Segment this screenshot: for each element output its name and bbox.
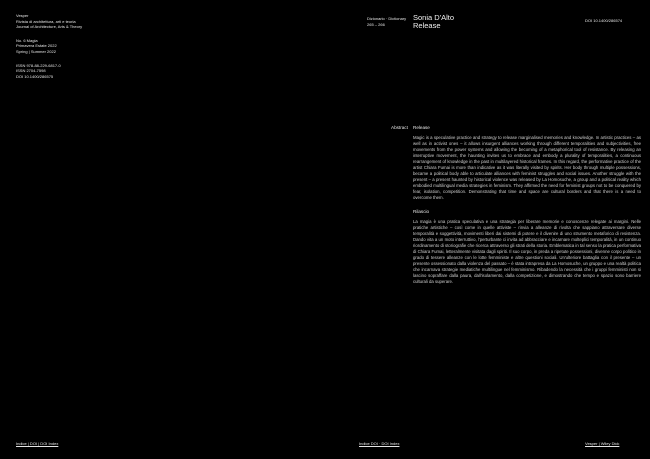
section-info [367,16,406,27]
footer-publisher-link[interactable]: Vesper | Wiley Dick [585,441,620,446]
article-title: Release [413,21,441,31]
abstract-it-text: La magia è una pratica speculativa e una strategia per liberare memorie e conoscenze relegate ai margini. Nelle pratiche artistiche – così come in quelle attiviste – rinvia a alleanze di rivolta che sappiano attraversare diverse temporalità e soggettività, movimenti liberi dai sistemi di potere e il divenire di uno strumento metaforico di resistenza. Dando vita a un moto interruttivo, l'perturbante ci invita ad abbracciare e incarnare molteplici temporalità, in un continuo riordinamento di storiografie che ricerca attraverso gli strati della storia. Emblematica in tal senso la pratica performativa di Chiara Fumai, letteralmente visitata dagli spiriti. Il suo corpo, in preda a ripetute possessioni, divenne corpo politico in grado di tessere alleanze con le lotte femministe e altre questioni sociali. Un'ulteriore battaglia con il presente – un presente ossessionato dalla violenza del passato – è stata intrapresa da La Homosuche, un gruppo e una realtà politica che incarnava strategie mediatiche multilingue nel femminismo. Ribadendo la necessità che i gruppi femministi non si lascino sopraffare dalla paura, dall'isolamento, dalla competizione, e dimostrando che tempo e spazio sono barriere culturali da superare. [413,219,641,285]
journal-name: Vesper [16,13,29,18]
journal-issn: ISSN 2704-7598 [16,68,46,74]
journal-season-en: Spring | Summer 2022 [16,48,56,54]
journal-issue: No. 6 Magia [16,37,38,43]
journal-doi: DOI 10.1400/286575 [16,73,54,79]
abstract-en-text: Magic is a speculative practice and strategy to release marginalised memories and knowledge. In artistic practices – as well as in activist ones – it allows insurgent alliances working through different temporalities and subjectivities, free movements from the power systems and allowing the becoming of a metaphorical tool of resistance. By releasing an interruptive movement, the haunting invites us to embrace and embody a plurality of temporalities, a continuous rearrangement of knowledge in the past in multilayered historical frames. In this regard, the performative practice of the artist Chiara Fumai is more than indicative as it was literally visited by spirits. Her body through multiple possessions, became a political body able to articulate alliances with feminist struggles and social issues. Another struggle with the present – a present haunted by historical violence was released by La Homosuche, a group and a political reality which embodied multilingual media strategies in feminism. They affirmed the need for feminist groups not to be conquered by fear, isolation, competition. Demonstrating that time and space are cultural borders and that there is a need to overcome them. [413,135,641,201]
page-range: 265 – 266 [367,21,385,27]
abstract-en-heading: Release [413,125,430,130]
footer-doi-index-link[interactable]: Indice DOI · DOI Index [359,441,400,446]
journal-isbn: ISSN 978-88-229-6817-0 [16,62,61,68]
author-name: Sonia D'Alto [413,13,455,22]
journal-subtitle-en: Journal of Architecture, Arts & Theory [16,24,83,30]
footer-index-link[interactable]: Indice | DOI | DOI Index [16,441,59,446]
article-doi: DOI 10.1400/286574 [585,18,623,23]
section-label: Dizionario · Dictionary [367,16,407,21]
journal-masthead [16,13,82,79]
abstract-label: Abstract [391,125,408,130]
article-header [413,14,454,31]
journal-season-it: Primavera Estate 2022 [16,43,57,49]
abstract-it-heading: Rilascio [413,209,430,214]
journal-subtitle-it: Rivista di architettura, arti e teoria [16,18,76,24]
